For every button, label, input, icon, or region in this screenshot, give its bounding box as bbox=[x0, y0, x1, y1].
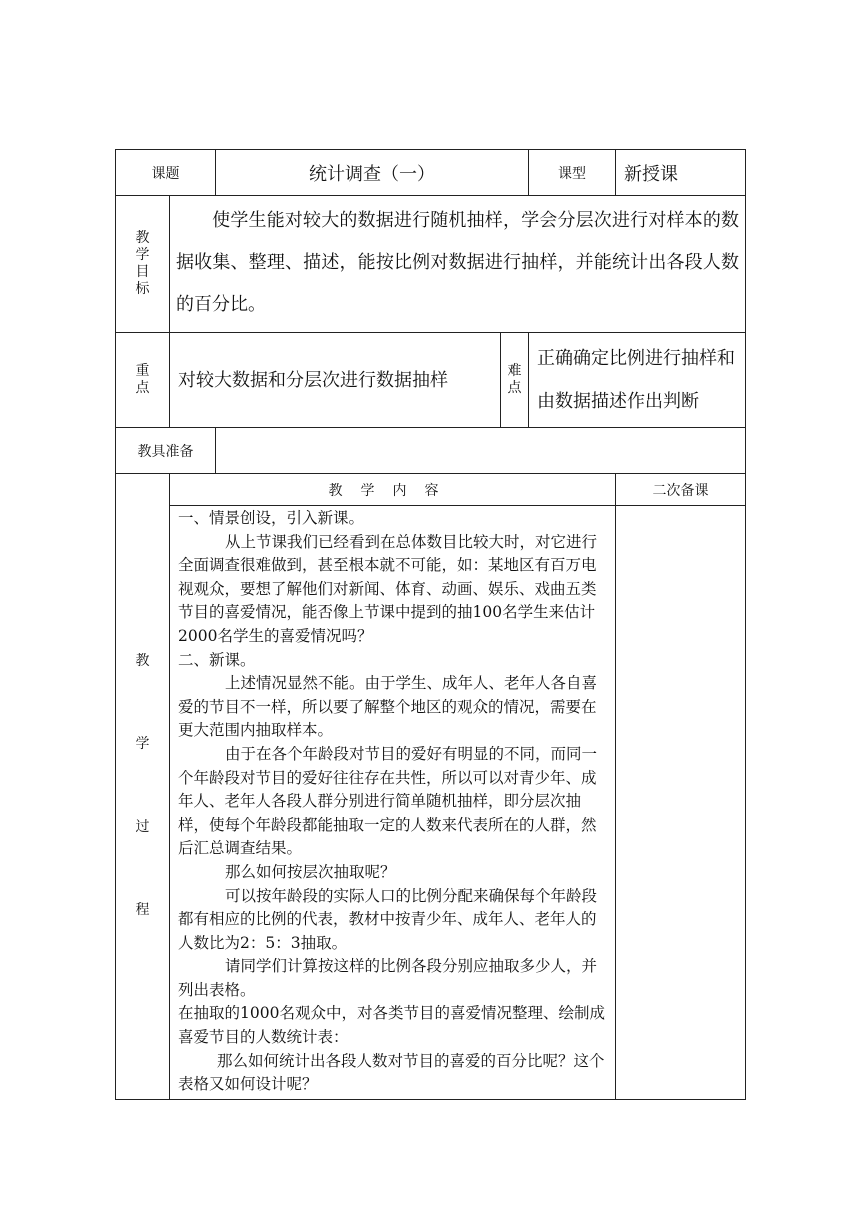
spacer bbox=[116, 670, 169, 736]
content-paragraph: 从上节课我们已经看到在总体数目比较大时，对它进行全面调查很难做到，甚至根本就不可能，如：某地区有百万电视观众，要想了解他们对新闻、体育、动画、娱乐、戏曲五类节目的喜爱情况，能否像上节课中提到的抽100名学生来估计2000名学生的喜爱情况吗？ bbox=[178, 532, 598, 645]
header-row bbox=[116, 150, 746, 196]
tools-label: 教具准备 bbox=[116, 428, 216, 474]
process-char-3: 过 bbox=[135, 819, 150, 836]
objectives-cell bbox=[170, 196, 746, 333]
content-paragraph: 那么如何按层次抽取呢？ bbox=[225, 862, 396, 881]
section-heading-1: 一、情景创设，引入新课。 bbox=[178, 509, 365, 527]
objectives-row bbox=[116, 196, 746, 333]
notes-cell bbox=[616, 506, 746, 1100]
objectives-label-text: 教学目标 bbox=[135, 230, 150, 297]
content-header bbox=[170, 474, 616, 506]
key-point-text: 对较大数据和分层次进行数据抽样 bbox=[170, 333, 501, 428]
content-header-text: 教学内容 bbox=[328, 482, 457, 499]
difficulty-label bbox=[501, 333, 529, 428]
process-label bbox=[116, 474, 170, 1100]
process-char-1: 教 bbox=[135, 653, 150, 670]
content-paragraph: 上述情况显然不能。由于学生、成年人、老年人各自喜爱的节目不一样，所以要了解整个地区的观众的情况，需要在更大范围内抽取样本。 bbox=[178, 674, 598, 740]
content-paragraph: 在抽取的1000名观众中，对各类节目的喜爱情况整理、绘制成喜爱节目的人数统计表： bbox=[178, 1004, 605, 1047]
objectives-text: 使学生能对较大的数据进行随机抽样，学会分层次进行对样本的数据收集、整理、描述，能按比例对数据进行抽样，并能统计出各段人数的百分比。 bbox=[176, 210, 740, 315]
objectives-label bbox=[116, 196, 170, 333]
type-label: 课型 bbox=[529, 150, 616, 196]
process-char-4: 程 bbox=[135, 902, 150, 919]
tools-value bbox=[216, 428, 746, 474]
process-char-2: 学 bbox=[135, 736, 150, 753]
spacer bbox=[116, 753, 169, 819]
spacer bbox=[116, 836, 169, 902]
content-paragraph: 由于在各个年龄段对节目的爱好有明显的不同，而同一个年龄段对节目的爱好往往存在共性，所以可以对青少年、成年人、老年人各段人群分别进行简单随机抽样，即分层次抽样，使每个年龄段都能抽取一定的人数来代表所在的人群，然后汇总调查结果。 bbox=[178, 744, 598, 858]
topic-value: 统计调查（一） bbox=[216, 150, 529, 196]
content-paragraph: 可以按年龄段的实际人口的比例分配来确保每个年龄段都有相应的比例的代表，教材中按青少年、成年人、老年人的人数比为2：5：3抽取。 bbox=[178, 886, 598, 952]
tools-row bbox=[116, 428, 746, 474]
key-point-label-text: 重点 bbox=[135, 363, 150, 396]
content-paragraph: 请同学们计算按这样的比例各段分别应抽取多少人，并列出表格。 bbox=[178, 957, 598, 999]
difficulty-text: 正确确定比例进行抽样和由数据描述作出判断 bbox=[529, 333, 746, 428]
focus-row bbox=[116, 333, 746, 428]
process-content-row bbox=[116, 506, 746, 1100]
difficulty-label-text: 难点 bbox=[507, 363, 522, 396]
process-content bbox=[170, 506, 616, 1100]
topic-label: 课题 bbox=[116, 150, 216, 196]
section-heading-2: 二、新课。 bbox=[178, 650, 256, 669]
lesson-plan-table bbox=[115, 149, 746, 1100]
notes-header: 二次备课 bbox=[616, 474, 746, 506]
content-paragraph: 那么如何统计出各段人数对节目的喜爱的百分比呢？这个表格又如何设计呢？ bbox=[178, 1051, 605, 1094]
type-value: 新授课 bbox=[616, 150, 746, 196]
key-point-label bbox=[116, 333, 170, 428]
process-header-row bbox=[116, 474, 746, 506]
